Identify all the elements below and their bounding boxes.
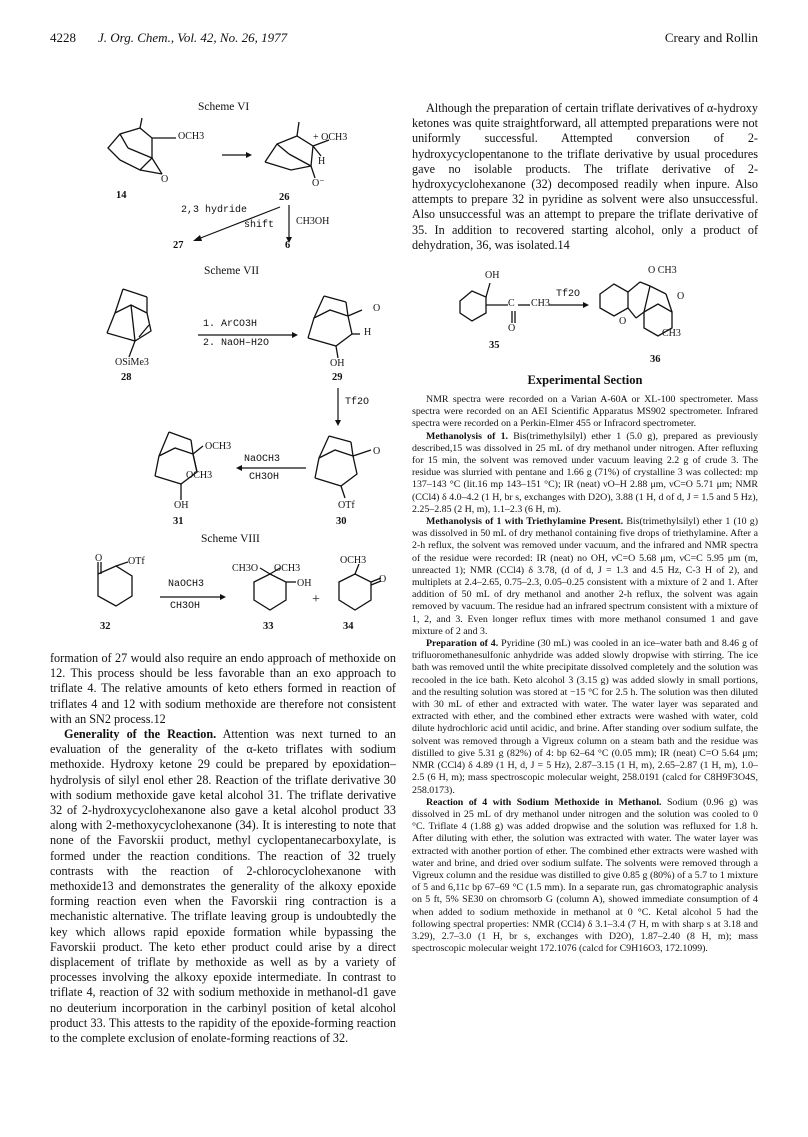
paragraph-reaction-4-methoxide: [412, 797, 758, 956]
paragraph-methanolysis-1: [412, 431, 758, 516]
scheme-viii-plus-sign: +: [312, 592, 320, 607]
paragraph-preparation-4: [412, 638, 758, 797]
compound-number-34: 34: [343, 621, 354, 632]
right-column-intro: [412, 101, 758, 253]
paragraph-preparation-4-body: Pyridine (30 mL) was cooled in an ice–water bath and 8.46 g of trifluoromethanesulfonic anhydride was added slowly dropwise with stirring. The ice bath was removed until the white precipitate dissolved completely and the solution was recooled in the ice bath. Keto alcohol 3 (3.15 g) was added slowly in small portions, and the resulting solution was stored at −15 °C for 2.5 h. The solution was then diluted with 30 mL of ether and extracted with water. The water layer was separated and extracted with ether, and the combined ether extracts were washed with water, cold dilute hydrochloric acid until acidic, and brine. After standing over sodium sulfate, the solvent was removed through a Vigreux column on a steam bath and the residue was distilled to give 5.31 g (82%) of 4: bp 62–64 °C (0.05 mm); IR (neat) C=O 5.64 μm; NMR (CCl4) δ 4.89 (1 H, d, J = 5 Hz), 2.87–3.15 (1 H, m), 2.65–2.87 (1 H, m), 1.0–2.5 (6 H, m); mass spectroscopic molecular weight, 258.0191 (calcd for C8H9F3O4S, 258.0173).: [412, 638, 759, 796]
compound-number-33: 33: [263, 621, 274, 632]
scheme-viii-och3-label-34: OCH3: [340, 555, 367, 566]
running-authors: Creary and Rollin: [664, 30, 758, 45]
compound-number-30: 30: [336, 516, 347, 527]
paragraph-instruments: NMR spectra were recorded on a Varian A-60A or XL-100 spectrometer. Mass spectra were recorded on an AEI Scientific Apparatus MS902 spectrometer. Infrared spectra were recorded on a Perkin-Elmer 455 or Infracord spectrometer.: [412, 394, 758, 430]
scheme-viii-naoch3-label: NaOCH3: [168, 579, 205, 590]
right-scheme-c-label: C: [508, 298, 515, 309]
compound-30-structure: [305, 430, 385, 505]
scheme-vii-ch3oh-label: CH3OH: [249, 472, 280, 483]
scheme-vi-o-label: O: [161, 174, 169, 185]
scheme-vi-title: Scheme VI: [198, 101, 250, 113]
scheme-vi-och3-label: OCH3: [178, 131, 205, 142]
scheme-vii-step2-label: 2. NaOH–H2O: [203, 338, 270, 349]
scheme-viii-ch3o-label: CH3O: [232, 563, 259, 574]
right-scheme-oh-label: OH: [485, 270, 500, 281]
scheme-viii-o-label-32: O: [95, 553, 103, 564]
compound-number-36: 36: [650, 354, 661, 365]
methanol-arrow-vi: [284, 205, 294, 245]
scheme-viii-ch3oh-label: CH3OH: [170, 601, 201, 612]
paragraph-reaction-4-methoxide-body: Sodium (0.96 g) was dissolved in 25 mL of dry methanol under nitrogen and the solution was cooled to 0 °C. Triflate 4 (1.88 g) was added dropwise and the solution was refluxed for 1.8 h. After diluting with ether, the solution was extracted with water. The water layer was extracted with another portion of ether. The combined ether extracts were washed with water and brine, and dried over sodium sulfate. The solvents were removed through a Vigreux column and the residue was distilled to give 0.85 g (80%) of a 5.7 to 1 mixture of 5 and 6,11c bp 67–69 °C (1.5 mm). In a separate run, gas chromatographic analysis on 5 ft, 5% SE30 on chromsorb G (column A), showed immediate consumption of 4 when added to sodium methoxide in methanol at 0 °C. Ketal alcohol 5 had the following spectral properties: NMR (CCl4) δ 3.1–3.4 (7 H, m with sharp s at 3.18 and 3.29), 2.7–3.0 (1 H, br s, exchanges with D2O), 1.87–2.40 (8 H, m); mass spectroscopic molecular weight 172.1076 (calcd for C9H16O3, 172.1099).: [412, 796, 759, 955]
scheme-vii-tf2o-label: Tf2O: [345, 397, 370, 408]
compound-number-6: 6: [285, 240, 291, 251]
scheme-vii-o-label-29: O: [373, 303, 381, 314]
scheme-vii-och3-label-a: OCH3: [205, 441, 232, 452]
dehydration-arrow: [549, 300, 589, 310]
compound-28-structure: [95, 285, 175, 365]
paragraph-sn2: formation of 27 would also require an endo approach of methoxide on 12. This process should be less favorable than an exo approach to triflate 4. The relative amounts of keto ethers formed in reaction of triflates 4 and 12 with sodium methoxide are therefore not consistent with an SN2 process.12: [50, 651, 396, 726]
section-title-experimental: Experimental Section: [527, 373, 643, 387]
right-scheme-o-ch3-label: O CH3: [648, 265, 677, 276]
scheme-viii-title: Scheme VIII: [201, 533, 260, 545]
compound-number-32: 32: [100, 621, 111, 632]
scheme-vii-och3-label-b: OCH3: [186, 470, 213, 481]
experimental-body: [412, 394, 758, 955]
scheme-vi-o-minus-label: O⁻: [312, 178, 325, 189]
compound-number-27: 27: [173, 240, 184, 251]
page-number: 4228: [50, 30, 76, 45]
scheme-viii-o-label-34: O: [379, 574, 387, 585]
heading-preparation-4: Preparation of 4.: [426, 638, 499, 650]
journal-citation: J. Org. Chem., Vol. 42, No. 26, 1977: [98, 30, 288, 45]
heading-methanolysis-triethylamine: Methanolysis of 1 with Triethylamine Present.: [426, 516, 624, 528]
right-scheme-o-label-35: O: [508, 323, 516, 334]
paragraph-methanolysis-triethylamine-body: Bis(trimethylsilyl) ether 1 (10 g) was dissolved in 50 mL of dry methanol containing five drops of triethylamine. After a 2-h reflux, the solvent was removed under vacuum, and the infrared and NMR spectra of the residue were recorded: IR (neat) no OH, νC=O 5.68 μm, νC=C 5.95 μm (m, unreacted 1); NMR (CCl4) δ 3.78, (d of d, J = 1.3 and 4.5 Hz, C-3 H of 2), and multiplets at 2.4–2.65, 0.75–2.3, 0.05–0.25 consistent with a mixture of 2 and 1. After addition of 50 mL of dry methanol and another 2-h reflux, the solvent was again removed by vacuum. The residue had an infrared spectrum consistent with a mixture of 1, 2, and 3. Even longer reflux times with more methanol consumed 1 and gave mixture of 2 and 3.: [412, 516, 759, 637]
paragraph-triflate-preparation: Although the preparation of certain triflate derivatives of α-hydroxy ketones was quite straightforward, all attempted preparations were not uniformly successful. Attempted conversion of 2-hydroxycyclopentanone to the triflate derivative by usual procedures gave no isolable products. The triflate derivative of 2-hydroxycyclohexanone (32) decomposed readily when inpure. Also attempts to prepare 32 in pyridine as solvent were also unsuccessful. Also unsuccessful was an attempt to prepare the triflate derivative of 35. In addition to recovered starting alcohol, only a product of dehydration, 36, was isolated.14: [412, 101, 758, 252]
scheme-vii-naoch3-label: NaOCH3: [244, 454, 281, 465]
paragraph-generality: [50, 727, 396, 1046]
compound-26-structure: [255, 118, 365, 188]
scheme-vii-o-label-30: O: [373, 446, 381, 457]
scheme-viii-och3-label-33: OCH3: [274, 563, 301, 574]
compound-number-31: 31: [173, 516, 184, 527]
compound-14-structure: [90, 118, 200, 188]
right-scheme-ch3-label: CH3: [531, 298, 550, 309]
compound-32-structure: [82, 560, 152, 620]
right-scheme-tf2o-label: Tf2O: [556, 289, 581, 300]
scheme-vii-oh-label-31: OH: [174, 500, 189, 511]
compound-number-28: 28: [121, 372, 132, 383]
scheme-vii-osime3-label: OSiMe3: [115, 357, 149, 368]
scheme-vi-hydride-label: 2,3 hydride: [181, 205, 248, 216]
scheme-vii-h-label: H: [364, 327, 372, 338]
right-scheme-o-label-36a: O: [677, 291, 685, 302]
compound-number-14: 14: [116, 190, 127, 201]
scheme-vi-och3-plus-label: + OCH3: [313, 132, 348, 143]
scheme-vii-otf-label: OTf: [338, 500, 355, 511]
tf2o-arrow: [333, 388, 343, 428]
experimental-section: [412, 373, 758, 955]
scheme-vi-shift-label: shift: [244, 220, 275, 231]
compound-31-structure: [145, 428, 225, 508]
compound-33-structure: [240, 568, 310, 623]
paragraph-generality-body: Attention was next turned to an evaluation of the generality of the α-keto triflates with sodium methoxide. Hydroxy ketone 29 could be prepared by epoxidation–hydrolysis of silyl enol ether 28. Reaction of the triflate derivative 30 with sodium methoxide gave ketal alcohol 31. The triflate derivative 32 of 2-hydroxycyclohexanone also gave a ketal alcohol product 33 along with 2-methoxycyclohexanone (34). It is interesting to note that none of the Favorskii product, methyl cyclopentanecarboxylate, is formed under the reaction conditions. The reaction of 32 truely contrasts with the reaction of 2-chlorocyclohexanone with methoxide13 and demonstrates the generality of the alkoxy epoxide forming reaction even when the Favorskii ring contraction is a mechanistic alternative. The triflate leaving group is undoubtedly the key which allows rapid epoxide formation while bypassing the Favorskii product. The keto ether product could arise by a direct displacement of triflate by methoxide as well as by a variety of processes involving the alkoxy epoxide intermediate. In contrast to triflate 4, reaction of 32 with sodium methoxide in methanol-d1 gave no deuterium incorporation in the carbinyl position of ketal alcohol product 33. This attests to the rapidity of the epoxide-forming reaction to the complete exclusion of enolate-forming reactions of 32.: [50, 727, 397, 1046]
scheme-vi-ch3oh-label: CH3OH: [296, 216, 330, 227]
paragraph-methanolysis-triethylamine: [412, 516, 758, 638]
compound-36-structure: [592, 272, 702, 357]
scheme-vii-title: Scheme VII: [204, 265, 260, 277]
right-scheme-o-label-36b: O: [619, 316, 627, 327]
compound-number-35: 35: [489, 340, 500, 351]
scheme-vii-step1-label: 1. ArCO3H: [203, 319, 258, 330]
scheme-vii-oh-label-29: OH: [330, 358, 345, 369]
right-scheme-ch3-label-36: CH3: [662, 328, 681, 339]
left-column-text: [50, 651, 396, 1046]
running-header: [50, 30, 758, 50]
scheme-vi-h-label: H: [318, 156, 326, 167]
paragraph-methanolysis-1-body: Bis(trimethylsilyl) ether 1 (5.0 g), prepared as previously described,15 was dissolved in 25 mL of dry methanol under nitrogen. After refluxing for 15 min, the solvent was removed under vacuum leaving 2.2 g of crude 3. The residue was slurried with pentane and 1.66 g (71%) of crystalline 3 was collected: mp 137–143 °C (lit.16 mp 143–151 °C); IR (neat) νO–H 2.88 μm, νC=O 5.71 μm; NMR (CCl4) δ 4.0–4.2 (1 H, br s, exchanges with D2O), 3.88 (1 H, d of d, J = 1.5 and 5 Hz), 2.25–2.85 (2 H, m), 1.1–2.3 (6 H, m).: [412, 430, 759, 515]
hydride-shift-arrow: [190, 205, 290, 245]
scheme-viii-oh-label: OH: [297, 578, 312, 589]
heading-generality: Generality of the Reaction.: [64, 727, 217, 742]
compound-number-29: 29: [332, 372, 343, 383]
compound-number-26: 26: [279, 192, 290, 203]
heading-reaction-4-methoxide: Reaction of 4 with Sodium Methoxide in Methanol.: [426, 796, 662, 808]
reaction-arrow: [222, 150, 252, 160]
heading-methanolysis-1: Methanolysis of 1.: [426, 430, 508, 442]
scheme-viii-otf-label: OTf: [128, 556, 145, 567]
